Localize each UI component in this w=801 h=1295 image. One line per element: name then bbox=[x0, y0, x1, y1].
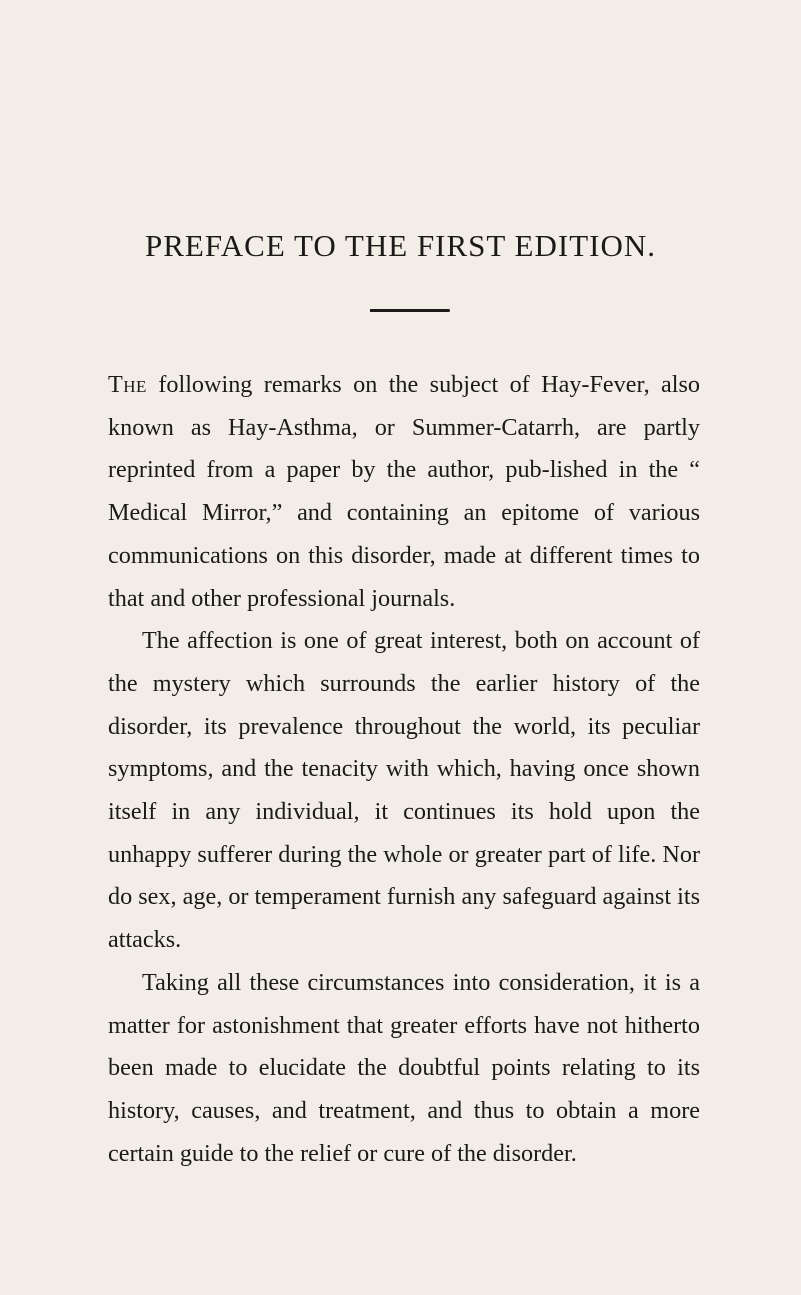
paragraph-2: The affection is one of great interest, both on account of the mystery which surrounds the earlier history of the disorder, its prevalence throughout the world, its peculiar symptoms, and the tenacity with which, having once shown itself in any individual, it continues its hold upon the unhappy sufferer during the whole or greater part of life. Nor do sex, age, or temperament furnish any safeguard against its attacks. bbox=[108, 627, 700, 954]
title-divider bbox=[370, 309, 450, 312]
page-title: PREFACE TO THE FIRST EDITION. bbox=[145, 228, 656, 263]
paragraph-3: Taking all these circumstances into consideration, it is a matter for astonishment that greater efforts have not hitherto been made to elucidate the doubtful points relating to its history, causes, and treatment, and thus to obtain a more certain guide to the relief or cure of the disorder. bbox=[108, 968, 700, 1167]
preface-body bbox=[108, 364, 700, 1175]
paragraph-1 bbox=[108, 364, 700, 620]
paragraph-lead-word: The bbox=[108, 371, 147, 398]
paragraph-text: following remarks on the subject of Hay-Fever, also known as Hay-Asthma, or Summer-Catarrh, are partly reprinted from a paper by the author, pub-lished in the “ Medical Mirror,” and containing an epitome of various communications on this disorder, made at different times to that and other professional journals. bbox=[108, 371, 700, 612]
